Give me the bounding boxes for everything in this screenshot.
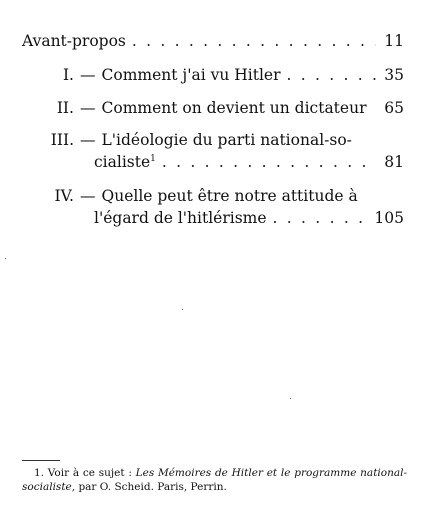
footnote-separator bbox=[22, 460, 60, 461]
footnote-mark[interactable]: 1 bbox=[150, 153, 156, 164]
toc-page-number: 35 bbox=[384, 66, 404, 84]
footnote-lead: Voir à ce sujet : bbox=[47, 467, 132, 479]
toc-entry-avant-propos[interactable] bbox=[22, 30, 404, 52]
chapter-numeral: IV. bbox=[54, 187, 74, 205]
toc-entry-chapter-2[interactable] bbox=[22, 97, 404, 119]
chapter-numeral: III. bbox=[50, 131, 74, 149]
table-of-contents bbox=[22, 30, 404, 229]
chapter-dash: — bbox=[80, 66, 96, 84]
toc-entry-title: Avant-propos bbox=[22, 32, 126, 50]
toc-entry-title-line-2: l'égard de l'hitlérisme bbox=[94, 209, 267, 227]
toc-entry-title: Comment j'ai vu Hitler bbox=[101, 66, 281, 84]
chapter-dash: — bbox=[80, 187, 96, 205]
toc-entry-title-line-2: cialiste$^1$ bbox=[94, 153, 156, 171]
toc-entry-chapter-3[interactable] bbox=[22, 129, 404, 173]
chapter-numeral: I. bbox=[62, 66, 74, 84]
toc-page-number: 11 bbox=[384, 32, 404, 50]
footnote bbox=[22, 466, 407, 494]
leader-dots bbox=[287, 64, 377, 86]
toc-entry-title-line-1: L'idéologie du parti national-so- bbox=[101, 131, 352, 149]
paper-speck bbox=[182, 309, 183, 310]
chapter-numeral: II. bbox=[56, 99, 74, 117]
footnote-publication: par O. Scheid. Paris, Perrin. bbox=[78, 481, 227, 493]
leader-dots bbox=[132, 30, 376, 52]
toc-entry-chapter-4[interactable] bbox=[22, 185, 404, 229]
chapter-dash: — bbox=[80, 131, 96, 149]
leader-dots bbox=[162, 151, 376, 173]
leader-dots bbox=[273, 207, 369, 229]
footnote-work-title: Les Mémoires de Hitler et le programme national-socialiste, bbox=[22, 467, 408, 493]
chapter-dash: — bbox=[80, 99, 96, 117]
toc-page-number: 81 bbox=[384, 153, 404, 171]
toc-page-number: 65 bbox=[384, 99, 404, 117]
toc-entry-title-line-1: Quelle peut être notre attitude à bbox=[101, 187, 358, 205]
footnote-number: 1. bbox=[34, 467, 45, 479]
toc-entry-chapter-1[interactable] bbox=[22, 64, 404, 86]
paper-speck bbox=[5, 258, 6, 259]
toc-entry-title: Comment on devient un dictateur bbox=[101, 99, 367, 117]
toc-page-number: 105 bbox=[374, 209, 404, 227]
paper-speck bbox=[290, 398, 291, 399]
